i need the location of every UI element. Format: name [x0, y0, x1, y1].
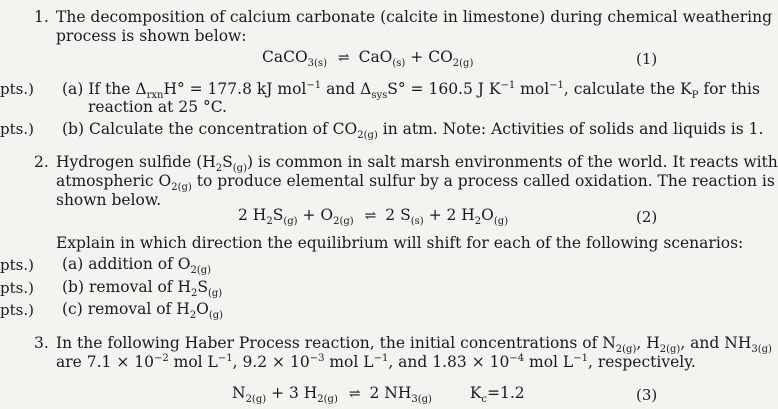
q2-equation-number: (2) — [636, 208, 658, 226]
q1-intro-line1: 1. The decomposition of calcium carbonate (calcite in limestone) during chemical weathering — [34, 8, 773, 26]
q1-number: 1. — [34, 8, 49, 26]
q1-part-a-line1: (a) If the $\Delta_{rxn}H^\circ = 177.8$ kJ mol$^{-1}$ and $\Delta_{sys}S^\circ = 160.5$ J $K^{-1}$ mol$^{-1}$, calculate the $K_P$ for this — [62, 79, 760, 102]
equilibrium-arrow-icon: ⇌ — [337, 50, 348, 66]
q1-equation: CaCO$_{3(s)}$ ⇌ $CaO_{(s)} + CO_{2(g)}$ — [262, 48, 474, 70]
q3-number: 3. — [34, 334, 49, 352]
q3-intro-line1: 3. In the following Haber Process reaction, the initial concentrations of $N_{2(g)}$, $H_{2(g)}$, and $NH_{3(g)}$ — [34, 334, 772, 356]
margin-points-mark: pts.) — [0, 301, 34, 319]
q2-intro-line1: 2. Hydrogen sulfide $(H_2S_{(g)})$ is common in salt marsh environments of the world. It reacts with — [34, 153, 778, 175]
equilibrium-arrow-icon: ⇌ — [364, 208, 375, 224]
margin-points-mark: pts.) — [0, 279, 34, 297]
q2-intro-line3: shown below. — [56, 191, 162, 209]
q3-equation-number: (3) — [636, 386, 658, 404]
q2-part-b: (b) removal of $H_2S_{(g)}$ — [62, 278, 223, 300]
q2-equation: 2 $H_2S_{(g)} + O_{2(g)}$ ⇌ 2 $S_{(s)} + 2$ $H_2O_{(g)}$ — [238, 206, 509, 228]
q2-part-a: (a) addition of $O_{2(g)}$ — [62, 255, 212, 277]
q1-equation-number: (1) — [636, 50, 658, 68]
margin-points-mark: pts.) — [0, 80, 34, 98]
q1-intro-line2: process is shown below: — [56, 27, 247, 45]
q1-part-a-line2: reaction at 25 °C. — [88, 98, 227, 116]
margin-points-mark: pts.) — [0, 120, 34, 138]
q2-instruction: Explain in which direction the equilibrium will shift for each of the following scenarios: — [56, 234, 744, 252]
q2-intro-line2: atmospheric $O_{2(g)}$ to produce elemental sulfur by a process called oxidation. The reaction is — [56, 172, 775, 194]
margin-points-mark: pts.) — [0, 256, 34, 274]
equilibrium-arrow-icon: ⇌ — [348, 386, 359, 402]
q2-number: 2. — [34, 153, 49, 171]
q2-part-c: (c) removal of $H_2O_{(g)}$ — [62, 300, 224, 322]
q1-part-b: (b) Calculate the concentration of $CO_{2(g)}$ in atm. Note: Activities of solids and liquids is 1. — [62, 120, 764, 142]
q3-intro-line2: are $7.1 \times 10^{-2}$ mol $L^{-1}$, $9.2 \times 10^{-3}$ mol $L^{-1}$, and $1.83 \times 10^{-4}$ mol $L^{-1}$, respectively. — [56, 352, 696, 371]
q3-equation: $N_{2(g)} + 3$ $H_{2(g)}$ ⇌ 2 $NH_{3(g)}$ $K_c=1.2$ — [232, 384, 525, 406]
